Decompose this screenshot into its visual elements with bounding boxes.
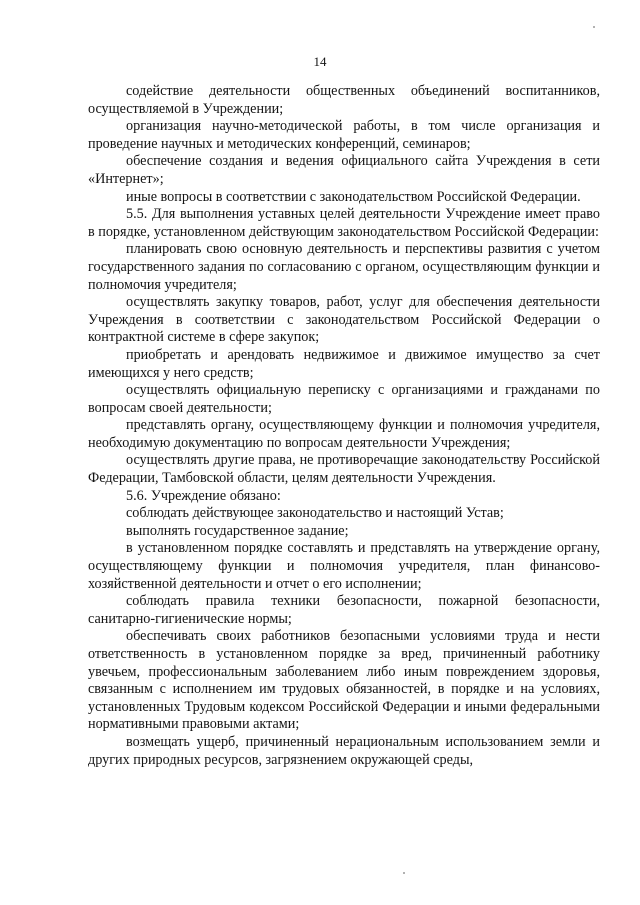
paragraph: в установленном порядке составлять и представлять на утверждение органу, осуществляющему функции и полномочия учредителя, план финансово-хозяйственной деятельности и отчет о его исполнении;	[88, 540, 600, 592]
paragraph: иные вопросы в соответствии с законодательством Российской Федерации.	[126, 188, 581, 205]
document-body	[88, 83, 600, 769]
scan-speck	[593, 26, 595, 28]
paragraph: осуществлять официальную переписку с организациями и гражданами по вопросам своей деятельности;	[88, 382, 600, 416]
page-number: 14	[313, 54, 327, 69]
section-5-5-paragraph: 5.5. Для выполнения уставных целей деятельности Учреждение имеет право в порядке, установленном действующим законодательством Российской Федерации:	[88, 206, 600, 240]
paragraph: обеспечение создания и ведения официального сайта Учреждения в сети «Интернет»;	[88, 153, 600, 187]
scan-speck	[403, 872, 405, 874]
paragraph: соблюдать действующее законодательство и настоящий Устав;	[126, 505, 504, 522]
paragraph: организация научно-методической работы, в том числе организация и проведение научных и методических конференций, семинаров;	[88, 118, 600, 152]
section-5-6-heading: 5.6. Учреждение обязано:	[126, 487, 281, 504]
paragraph: возмещать ущерб, причиненный нерациональным использованием земли и других природных ресурсов, загрязнением окружающей среды,	[88, 733, 600, 768]
paragraph: представлять органу, осуществляющему функции и полномочия учредителя, необходимую документацию по вопросам деятельности Учреждения;	[88, 417, 600, 451]
paragraph: осуществлять другие права, не противоречащие законодательству Российской Федерации, Тамбовской области, целям деятельности Учреждения.	[88, 452, 600, 487]
paragraph: приобретать и арендовать недвижимое и движимое имущество за счет имеющихся у него средств;	[88, 346, 600, 381]
paragraph: обеспечивать своих работников безопасными условиями труда и нести ответственность в установленном порядке за вред, причиненный работнику увечьем, профессиональным заболеванием либо иным повреждением здоровья, связанным с исполнением им трудовых обязанностей, в порядке и на условиях, установленных Трудовым кодексом Российской Федерации и иными федеральными нормативными правовыми актами;	[88, 628, 600, 733]
paragraph: выполнять государственное задание;	[126, 522, 349, 539]
paragraph: осуществлять закупку товаров, работ, услуг для обеспечения деятельности Учреждения в соответствии с законодательством Российской Федерации о контрактной системе в сфере закупок;	[88, 294, 600, 346]
paragraph: содействие деятельности общественных объединений воспитанников, осуществляемой в Учреждении;	[88, 83, 600, 117]
paragraph: планировать свою основную деятельность и перспективы развития с учетом государственного задания по согласованию с органом, осуществляющим функции и полномочия учредителя;	[88, 241, 600, 293]
paragraph: соблюдать правила техники безопасности, пожарной безопасности, санитарно-гигиенические нормы;	[88, 593, 600, 627]
